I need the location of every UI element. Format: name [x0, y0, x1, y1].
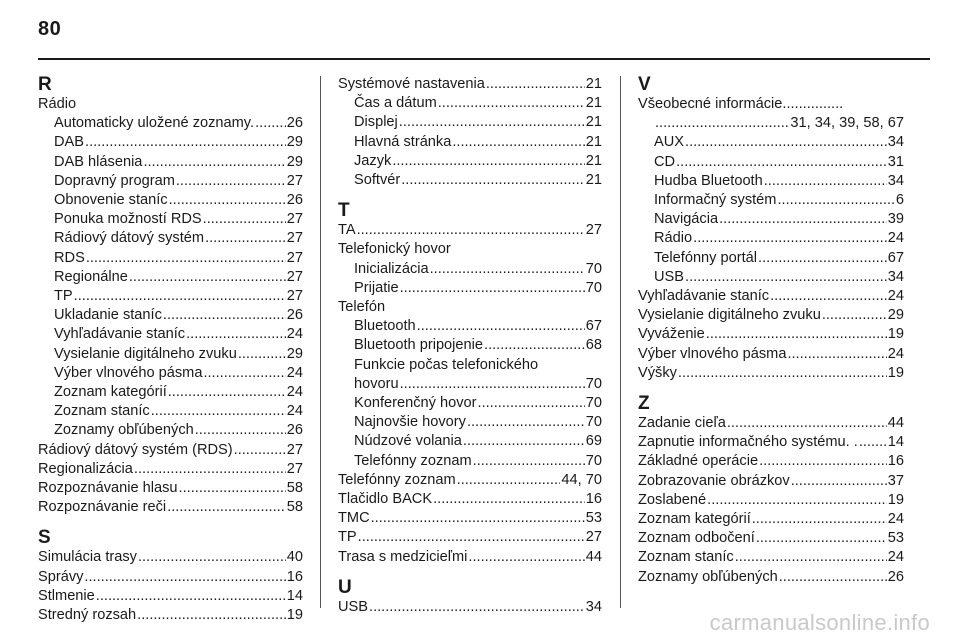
index-entry-text: Stredný rozsah [38, 607, 137, 624]
leader-dots [134, 460, 286, 479]
index-entry[interactable] [338, 452, 602, 471]
section-letter-t: T [338, 200, 350, 222]
index-entry-text: Výšky [638, 364, 677, 381]
leader-dots [400, 375, 585, 394]
index-entry[interactable] [338, 75, 602, 94]
index-entry[interactable] [38, 587, 303, 606]
leader-dots [84, 568, 285, 587]
index-entry[interactable] [638, 510, 904, 529]
index-entry-text: Telefónny zoznam [354, 452, 472, 469]
index-entry[interactable] [338, 490, 602, 509]
index-heading-vseobecne-informacie: Všeobecné informácie............... [638, 96, 844, 112]
index-entry-page: 26 [286, 422, 303, 439]
index-entry[interactable] [638, 364, 904, 383]
leader-dots [478, 394, 585, 413]
index-entry-page: 70 [585, 395, 602, 412]
index-entry-page: 27 [286, 172, 303, 189]
leader-dots [392, 152, 584, 171]
leader-dots [85, 133, 286, 152]
leader-dots [167, 498, 286, 517]
index-entry-page: 24 [286, 326, 303, 343]
watermark: carmanualsonline.info [709, 610, 930, 635]
leader-dots [756, 529, 887, 548]
index-entry-page: 29 [286, 345, 303, 362]
leader-dots [163, 306, 286, 325]
index-entry[interactable] [38, 306, 303, 325]
index-entry-page: 31 [887, 153, 904, 170]
leader-dots [473, 452, 585, 471]
index-entry-text: Prijatie [354, 279, 399, 296]
index-entry[interactable] [338, 509, 602, 528]
index-entry-page: 19 [887, 326, 904, 343]
index-entry[interactable] [38, 229, 303, 248]
index-entry-text: Jazyk [354, 152, 392, 169]
index-entry-text: Regionalizácia [38, 460, 133, 477]
index-entry[interactable] [638, 229, 904, 248]
index-entry[interactable] [38, 172, 303, 191]
index-entry-text: Ukladanie staníc [54, 307, 162, 324]
index-entry-page: 44 [887, 415, 904, 432]
index-heading-telefonicky-hovor: Telefonický hovor [338, 241, 451, 258]
index-entry-text: Núdzové volania [354, 433, 462, 450]
leader-dots [433, 490, 585, 509]
index-entry[interactable] [38, 441, 303, 460]
index-entry-text: Navigácia [654, 211, 719, 228]
index-heading-radio: Rádio [38, 96, 77, 112]
index-entry-page: 21 [585, 133, 602, 150]
index-entry[interactable] [338, 471, 602, 490]
header-rule [38, 58, 930, 60]
index-entry-text: Zadanie cieľa [638, 415, 726, 432]
column-divider [320, 76, 321, 608]
index-entry-page: 26 [286, 115, 303, 132]
index-entry-text: Rozpoznávanie hlasu [38, 480, 178, 497]
index-entry-page: 14 [887, 434, 904, 451]
index-entry-page: 70 [585, 260, 602, 277]
index-entry-text: Tlačidlo BACK [338, 491, 433, 508]
index-entry-page: 19 [887, 491, 904, 508]
index-entry-text: Zoznam odbočení [638, 530, 755, 547]
index-entry-page: 24 [286, 364, 303, 381]
index-entry-page: 24 [286, 403, 303, 420]
index-entry[interactable] [38, 287, 303, 306]
index-entry-page: 21 [585, 95, 602, 112]
index-entry-page: 14 [286, 587, 303, 604]
index-entry-page: 27 [286, 230, 303, 247]
index-entry-page: 40 [286, 549, 303, 566]
index-entry[interactable] [38, 460, 303, 479]
index-entry-text: Zobrazovanie obrázkov [638, 472, 790, 489]
index-entry-page: 21 [585, 152, 602, 169]
index-entry-text: Zoslabené [638, 491, 707, 508]
index-entry[interactable] [638, 568, 904, 587]
leader-dots [143, 153, 285, 172]
index-entry-page: 24 [887, 549, 904, 566]
index-entry-text: Rádiový dátový systém (RDS) [38, 441, 233, 458]
index-entry-text: Zoznam kategórií [54, 384, 167, 401]
index-entry[interactable] [638, 414, 904, 433]
index-entry-page: 34 [585, 598, 602, 615]
index-entry-page: 53 [887, 530, 904, 547]
leader-dots [169, 191, 286, 210]
index-entry-page: 27 [585, 529, 602, 546]
leader-dots [369, 598, 585, 617]
leader-dots [400, 279, 585, 298]
leader-dots [752, 510, 887, 529]
leader-dots [859, 433, 887, 452]
index-entry-text: Regionálne [54, 268, 128, 285]
leader-dots [255, 114, 286, 133]
index-entry[interactable] [338, 260, 602, 279]
leader-dots [74, 287, 286, 306]
leader-dots [764, 172, 887, 191]
index-entry-page: 24 [286, 384, 303, 401]
index-entry-page: 34 [887, 268, 904, 285]
index-entry-text: Zoznam kategórií [638, 511, 751, 528]
section-letter-s: S [38, 527, 51, 549]
index-entry-text: hovoru [354, 375, 399, 392]
leader-dots [822, 306, 887, 325]
index-entry[interactable] [338, 336, 602, 355]
index-entry-page: 24 [887, 230, 904, 247]
index-entry[interactable] [38, 479, 303, 498]
leader-dots [678, 364, 887, 383]
index-entry-text: TP [338, 529, 357, 546]
index-entry[interactable] [638, 325, 904, 344]
index-entry-text: Hlavná stránka [354, 133, 452, 150]
index-entry-text: Inicializácia [354, 260, 429, 277]
index-entry-page: 6 [895, 192, 904, 209]
index-entry-page: 31, 34, 39, 58, 67 [790, 115, 904, 132]
leader-dots [430, 260, 585, 279]
leader-dots [706, 325, 887, 344]
index-entry[interactable] [638, 491, 904, 510]
index-entry-text: Vysielanie digitálneho zvuku [54, 345, 237, 362]
index-entry-text: Trasa s medzicieľmi [338, 548, 468, 565]
index-entry[interactable] [338, 171, 602, 190]
index-entry-page: 67 [887, 249, 904, 266]
leader-dots [129, 268, 286, 287]
index-entry-text: RDS [54, 249, 85, 266]
index-entry-page: 27 [286, 460, 303, 477]
index-entry[interactable] [338, 528, 602, 547]
index-entry-text: USB [338, 598, 369, 615]
index-entry-page: 27 [286, 288, 303, 305]
index-entry-page: 27 [286, 441, 303, 458]
index-entry-text: Displej [354, 114, 398, 131]
index-entry-text: Výber vlnového pásma [54, 364, 203, 381]
index-entry-text: TP [54, 288, 73, 305]
leader-dots [655, 114, 789, 133]
leader-dots [357, 221, 585, 240]
index-entry-page: 70 [585, 452, 602, 469]
index-entry[interactable] [638, 153, 904, 172]
index-entry-page: 70 [585, 375, 602, 392]
index-entry-page: 21 [585, 76, 602, 92]
index-entry-page: 26 [286, 192, 303, 209]
leader-dots [371, 509, 585, 528]
index-entry[interactable] [38, 114, 303, 133]
index-entry[interactable] [338, 375, 602, 394]
index-entry-text: Informačný systém [654, 192, 777, 209]
index-entry-text: Rádio [654, 230, 693, 247]
index-entry-text: Zoznamy obľúbených [638, 568, 778, 585]
leader-dots [438, 94, 585, 113]
index-entry-text: CD [654, 153, 676, 170]
leader-dots [203, 210, 286, 229]
index-entry-text: Vyhľadávanie staníc [638, 288, 770, 305]
index-entry[interactable] [38, 325, 303, 344]
index-entry-page: 26 [887, 568, 904, 585]
index-entry-text: Ponuka možností RDS [54, 211, 202, 228]
index-entry[interactable] [638, 268, 904, 287]
leader-dots [96, 587, 286, 606]
index-entry[interactable] [338, 394, 602, 413]
index-entry-page: 69 [585, 433, 602, 450]
leader-dots [693, 229, 887, 248]
index-entry-page: 26 [286, 307, 303, 324]
index-entry[interactable] [338, 317, 602, 336]
index-entry[interactable] [638, 529, 904, 548]
index-entry-text: Správy [38, 568, 84, 585]
index-entry-page: 70 [585, 279, 602, 296]
leader-dots [399, 113, 585, 132]
index-entry-text: AUX [654, 134, 685, 151]
index-entry-page: 24 [887, 288, 904, 305]
leader-dots [758, 249, 887, 268]
index-entry-text: DAB [54, 134, 85, 151]
index-entry-page: 16 [286, 568, 303, 585]
index-entry[interactable] [38, 133, 303, 152]
index-entry[interactable] [638, 306, 904, 325]
index-entry[interactable] [38, 383, 303, 402]
index-entry[interactable] [638, 249, 904, 268]
index-entry[interactable] [638, 210, 904, 229]
index-entry[interactable] [338, 598, 602, 617]
index-entry-page: 24 [887, 511, 904, 528]
index-entry[interactable] [38, 364, 303, 383]
leader-dots [719, 210, 887, 229]
index-entry-text: Zoznam staníc [54, 403, 150, 420]
index-entry-page: 24 [887, 345, 904, 362]
index-entry-page: 67 [585, 318, 602, 335]
column-divider [620, 76, 621, 608]
index-entry-page: 58 [286, 480, 303, 497]
index-entry-page: 21 [585, 114, 602, 131]
index-entry-page: 44 [585, 548, 602, 565]
leader-dots [770, 287, 887, 306]
index-entry-page: 27 [286, 249, 303, 266]
index-entry-page: 39 [887, 211, 904, 228]
index-entry[interactable] [38, 210, 303, 229]
index-entry-page: 58 [286, 499, 303, 516]
section-letter-z: Z [638, 393, 650, 415]
index-entry[interactable] [638, 133, 904, 152]
index-entry-text: Výber vlnového pásma [638, 345, 787, 362]
index-column-3 [638, 75, 904, 587]
leader-dots [205, 229, 286, 248]
index-entry-page: 19 [887, 364, 904, 381]
index-entry[interactable] [638, 191, 904, 210]
index-entry-text: Simulácia trasy [38, 549, 137, 566]
index-entry-text: Telefónny portál [654, 249, 758, 266]
leader-dots [137, 606, 286, 625]
index-entry[interactable] [638, 287, 904, 306]
leader-dots [467, 413, 585, 432]
leader-dots [401, 171, 585, 190]
index-entry-text: Najnovšie hovory [354, 414, 466, 431]
index-entry-text: Hudba Bluetooth [654, 172, 763, 189]
leader-dots [685, 133, 887, 152]
index-entry-page: 19 [286, 607, 303, 624]
leader-dots [457, 471, 561, 490]
leader-dots [468, 548, 584, 567]
index-entry-text: Telefónny zoznam [338, 471, 456, 488]
index-entry-text: Čas a dátum [354, 95, 437, 112]
index-entry-text: Rozpoznávanie reči [38, 499, 167, 516]
leader-dots [685, 268, 887, 287]
section-letter-v: V [638, 74, 651, 95]
index-entry[interactable] [38, 548, 303, 567]
index-entry-page: 37 [887, 472, 904, 489]
index-entry-page: 44, 70 [561, 471, 602, 488]
index-entry[interactable] [38, 191, 303, 210]
index-entry[interactable] [338, 279, 602, 298]
index-entry-page: 27 [286, 211, 303, 228]
index-entry[interactable] [338, 413, 602, 432]
index-entry[interactable] [38, 268, 303, 287]
index-entry-text: Vyhľadávanie staníc [54, 326, 186, 343]
index-entry[interactable] [38, 249, 303, 268]
leader-dots [484, 336, 585, 355]
index-entry[interactable] [38, 498, 303, 517]
index-entry-text: Vyváženie [638, 326, 705, 343]
index-entry[interactable] [638, 472, 904, 491]
index-column-2 [338, 75, 602, 617]
index-entry-text: Konferenčný hovor [354, 395, 477, 412]
index-entry-text: Automaticky uložené zoznamy. [54, 115, 255, 132]
leader-dots [486, 75, 585, 94]
index-entry-text: Základné operácie [638, 453, 759, 470]
index-entry[interactable] [38, 421, 303, 440]
leader-dots [791, 472, 887, 491]
index-entry-text: DAB hlásenia [54, 153, 143, 170]
index-entry-page: 68 [585, 337, 602, 354]
leader-dots [676, 153, 887, 172]
index-entry-page: 16 [887, 453, 904, 470]
index-entry[interactable] [338, 94, 602, 113]
leader-dots [238, 345, 286, 364]
leader-dots [179, 479, 286, 498]
index-entry[interactable] [638, 345, 904, 364]
leader-dots [86, 249, 286, 268]
index-entry[interactable] [638, 548, 904, 567]
leader-dots [417, 317, 585, 336]
section-letter-r: R [38, 74, 52, 95]
index-entry-text: TA [338, 222, 356, 239]
index-entry-text: Bluetooth pripojenie [354, 337, 484, 354]
index-entry-text: Bluetooth [354, 318, 416, 335]
index-entry-page: 70 [585, 414, 602, 431]
index-entry-page: 34 [887, 172, 904, 189]
leader-dots [151, 402, 286, 421]
index-entry[interactable] [338, 432, 602, 451]
index-entry-page: 29 [286, 134, 303, 151]
leader-dots [168, 383, 286, 402]
leader-dots [735, 548, 887, 567]
leader-dots [707, 491, 887, 510]
index-entry[interactable] [338, 113, 602, 132]
index-entry-text: Zapnutie informačného systému. . [638, 434, 858, 451]
index-entry-text: Dopravný program [54, 172, 175, 189]
index-entry[interactable] [38, 153, 303, 172]
leader-dots [452, 133, 584, 152]
leader-dots [759, 452, 887, 471]
index-entry-text: Obnovenie staníc [54, 192, 168, 209]
section-letter-u: U [338, 576, 352, 598]
index-heading-telefon: Telefón [338, 299, 386, 316]
index-entry-page: 27 [286, 268, 303, 285]
index-entry[interactable] [338, 548, 602, 567]
page-number: 80 [38, 18, 62, 40]
index-entry[interactable] [338, 152, 602, 171]
leader-dots [787, 345, 886, 364]
leader-dots [727, 414, 887, 433]
index-entry[interactable] [338, 221, 602, 240]
leader-dots [186, 325, 286, 344]
index-entry[interactable] [638, 452, 904, 471]
index-entry-page: 27 [585, 222, 602, 239]
index-entry[interactable] [38, 606, 303, 625]
index-entry-page: 21 [585, 172, 602, 189]
index-entry-text: Systémové nastavenia [338, 76, 485, 92]
leader-dots [463, 432, 585, 451]
index-entry[interactable] [38, 345, 303, 364]
index-entry-text: TMC [338, 510, 370, 527]
leader-dots [203, 364, 285, 383]
index-entry[interactable] [338, 133, 602, 152]
index-entry-page: 29 [286, 153, 303, 170]
index-entry[interactable] [638, 114, 904, 133]
leader-dots [234, 441, 286, 460]
index-entry-text: Stlmenie [38, 587, 95, 604]
index-entry-text: Rádiový dátový systém [54, 230, 205, 247]
leader-dots [779, 568, 887, 587]
index-entry-text: Zoznam staníc [638, 549, 734, 566]
leader-dots [358, 528, 585, 547]
index-entry[interactable] [638, 172, 904, 191]
index-entry-text: Zoznamy obľúbených [54, 422, 194, 439]
leader-dots [777, 191, 894, 210]
index-entry-page: 16 [585, 491, 602, 508]
index-entry-text-line: Funkcie počas telefonického [354, 356, 539, 373]
index-entry-text: USB [654, 268, 685, 285]
index-entry-text: Softvér [354, 172, 401, 189]
leader-dots [195, 421, 286, 440]
index-entry[interactable] [38, 402, 303, 421]
leader-dots [176, 172, 286, 191]
index-column-1 [38, 75, 303, 625]
index-entry-page: 53 [585, 510, 602, 527]
index-entry[interactable] [38, 568, 303, 587]
index-entry[interactable] [638, 433, 904, 452]
index-entry-text: Vysielanie digitálneho zvuku [638, 307, 821, 324]
leader-dots [138, 548, 286, 567]
index-entry-page: 34 [887, 134, 904, 151]
index-entry-page: 29 [887, 307, 904, 324]
